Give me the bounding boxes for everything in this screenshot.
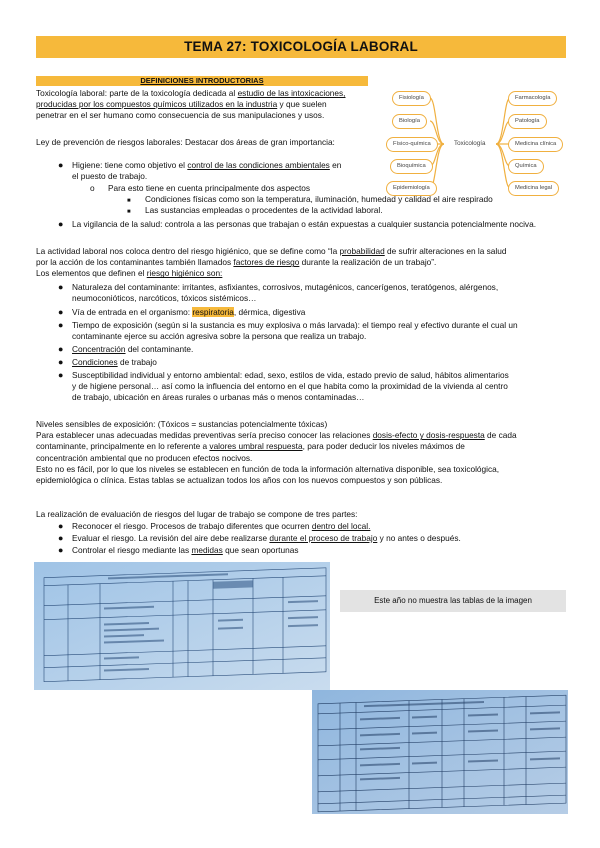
susceptibilidad-item: Susceptibilidad individual y entorno ambiental: edad, sexo, estilos de vida, estado previo de salud, hábitos alimentarios y de higiene personal… así como la influencia del entorno en el que habita como la proximidad de la vivienda al centro de trabajo, ubicación en áreas rurales o urbanas más o menos contaminadas… — [72, 370, 509, 403]
naturaleza-item: Naturaleza del contaminante: irritantes, asfixiantes, corrosivos, mutagénicos, cancerígenos, teratógenos, alérgenos, neumoconióticos, narcóticos, tóxicos sistémicos… — [72, 282, 499, 304]
actividad-paragraph: La actividad laboral nos coloca dentro del riesgo higiénico, que se define como “la probabilidad de sufrir alteraciones en la salud por la acción de los contaminantes también llamados factores de riesgo durante la realización de un trabajo”. Los elementos que definen el riesgo higiénico son: — [36, 246, 507, 279]
mindmap-node: Farmacología — [508, 91, 557, 106]
mindmap-node: Medicina clínica — [508, 137, 563, 152]
mindmap-node: Biología — [392, 114, 427, 129]
vigilancia-item: La vigilancia de la salud: controla a las personas que trabajan o están expuestas a cualquier sustancia potencialmente nociva. — [72, 219, 536, 229]
table-photo-1-image — [34, 562, 330, 690]
mindmap-center: Toxicología — [448, 137, 492, 150]
tiempo-item: Tiempo de exposición (según si la sustancia es muy explosiva o más larvada): el tiempo real y efectivo durante el cual un contaminante ejerce su acción agresiva sobre la persona que realiza un trabajo. — [72, 320, 518, 342]
section-title: DEFINICIONES INTRODUCTORIAS — [36, 76, 368, 86]
ley-paragraph: Ley de prevención de riesgos laborales: Destacar dos áreas de gran importancia: — [36, 137, 335, 147]
mindmap-node: Epidemiología — [386, 181, 437, 196]
bullet-icon: ● — [58, 320, 64, 330]
square-bullet-icon: ■ — [127, 198, 131, 204]
bullet-icon: ● — [58, 160, 64, 170]
bullet-icon: ● — [58, 545, 64, 555]
evaluacion-item-3: Controlar el riesgo mediante las medidas que sean oportunas — [72, 545, 299, 555]
bullet-icon: ● — [58, 521, 64, 531]
higiene-sub: Para esto tiene en cuenta principalmente dos aspectos — [108, 183, 311, 193]
bullet-icon: ● — [58, 282, 64, 292]
higiene-sub-1: Condiciones físicas como son la temperatura, iluminación, humedad y calidad el aire respirado — [145, 194, 493, 204]
mindmap-node: Patología — [508, 114, 547, 129]
table-photo-1 — [34, 562, 330, 690]
page-title: TEMA 27: TOXICOLOGÍA LABORAL — [36, 36, 566, 58]
bullet-icon: ● — [58, 344, 64, 354]
niveles-paragraph: Niveles sensibles de exposición: (Tóxicos = sustancias potencialmente tóxicas) Para establecer unas adecuadas medidas preventivas sería preciso conocer las relaciones dosis-efecto y dosis-respuesta de cada contaminante, principalmente en lo referente a valores umbral respuesta, para poder deducir los niveles máximos de concentración ambiental que no producen efectos nocivos. Esto no es fácil, por lo que los niveles se establecen en función de toda la información alternativa disponible, sea toxicológica, epidemiológica o clínica. Estas tablas se actualizan todos los años con los nuevos compuestos y son públicas. — [36, 419, 517, 486]
evaluacion-heading: La realización de evaluación de riesgos del lugar de trabajo se compone de tres partes: — [36, 509, 358, 519]
higiene-sub-2: Las sustancias empleadas o procedentes de la actividad laboral. — [145, 205, 383, 215]
square-bullet-icon: ■ — [127, 209, 131, 215]
circle-bullet-icon: o — [90, 183, 95, 193]
bullet-icon: ● — [58, 533, 64, 543]
mindmap-node: Química — [508, 159, 544, 174]
note-box: Este año no muestra las tablas de la imagen — [340, 590, 566, 612]
bullet-icon: ● — [58, 370, 64, 380]
mindmap-diagram — [386, 88, 566, 198]
evaluacion-item-2: Evaluar el riesgo. La revisión del aire debe realizarse durante el proceso de trabajo y no antes o después. — [72, 533, 461, 543]
table-photo-2 — [312, 690, 568, 814]
evaluacion-item-1: Reconocer el riesgo. Procesos de trabajo diferentes que ocurren dentro del local. — [72, 521, 371, 531]
bullet-icon: ● — [58, 357, 64, 367]
mindmap-node: Físico-química — [386, 137, 438, 152]
via-item: Vía de entrada en el organismo: respiratoria, dérmica, digestiva — [72, 307, 306, 317]
bullet-icon: ● — [58, 219, 64, 229]
higiene-item: Higiene: tiene como objetivo el control de las condiciones ambientales en el puesto de trabajo. — [72, 160, 342, 182]
mindmap-node: Medicina legal — [508, 181, 559, 196]
concentracion-item: Concentración del contaminante. — [72, 344, 194, 354]
condiciones-item: Condiciones de trabajo — [72, 357, 157, 367]
intro-paragraph: Toxicología laboral: parte de la toxicología dedicada al estudio de las intoxicaciones, producidas por los compuestos químicos utilizados en la industria y que suelen penetrar en el ser humano como consecuencia de sus manipulaciones y usos. — [36, 88, 346, 121]
mindmap-node: Fisiología — [392, 91, 431, 106]
mindmap-node: Bioquímica — [390, 159, 433, 174]
table-photo-2-image — [312, 690, 568, 814]
bullet-icon: ● — [58, 307, 64, 317]
